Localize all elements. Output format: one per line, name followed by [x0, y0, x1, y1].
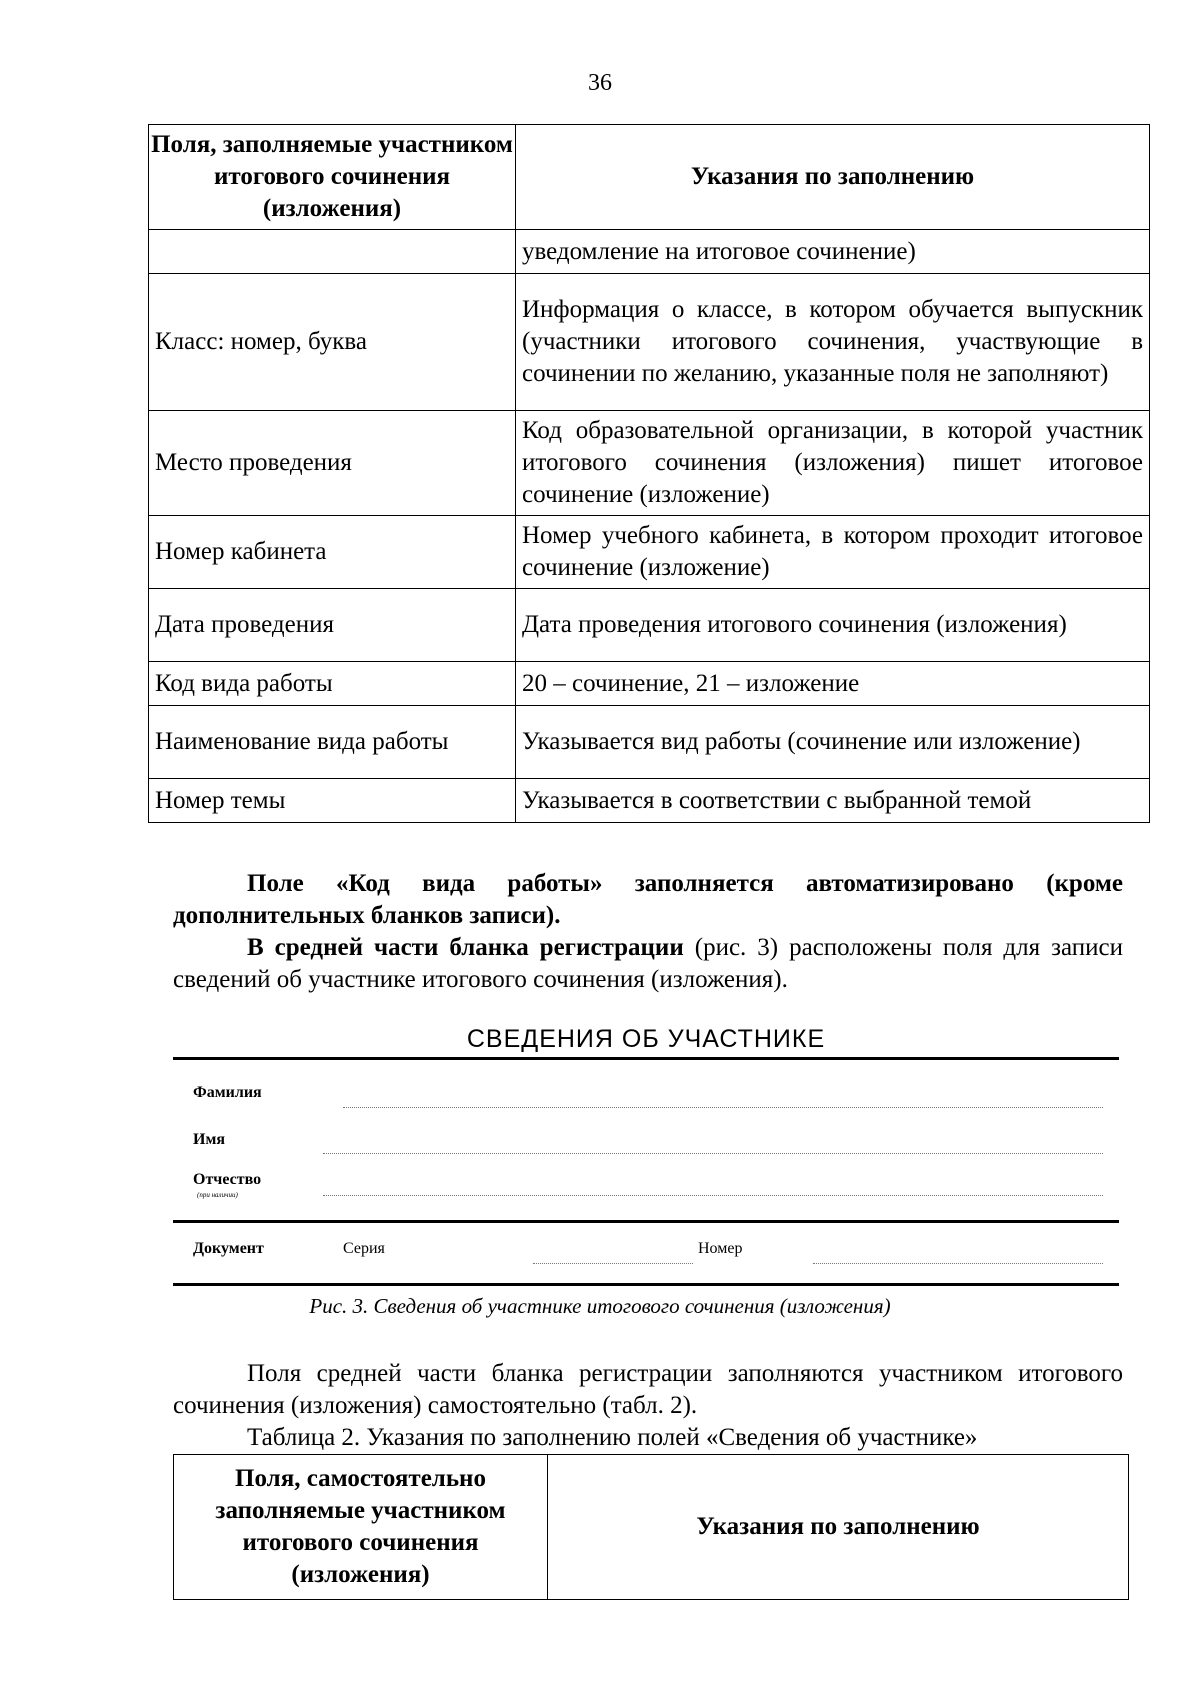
- figure-caption: Рис. 3. Сведения об участнике итогового сочинения (изложения): [309, 1294, 891, 1318]
- page-number: 36: [588, 70, 612, 96]
- document-label: Документ: [193, 1240, 264, 1257]
- table-row: [149, 779, 1150, 823]
- patronymic-label: Отчество: [193, 1171, 262, 1188]
- table2-title: Таблица 2. Указания по заполнению полей «Сведения об участнике»: [247, 1424, 978, 1451]
- table-cell: 20 – сочинение, 21 – изложение: [516, 662, 1150, 706]
- table-cell: Наименование вида работы: [149, 706, 516, 779]
- table-cell: Указывается в соответствии с выбранной темой: [516, 779, 1150, 823]
- column-header-instructions: Указания по заполнению: [548, 1455, 1129, 1600]
- table-cell: Класс: номер, буква: [149, 274, 516, 411]
- series-field: [533, 1263, 693, 1268]
- body-paragraph: Поля средней части бланка регистрации заполняются участником итогового сочинения (изложения) самостоятельно (табл. 2).: [173, 1360, 1123, 1419]
- column-header-fields: Поля, самостоятельно заполняемые участником итогового сочинения (изложения): [174, 1455, 548, 1600]
- table-header-row: [174, 1455, 1129, 1600]
- table-cell: Место проведения: [149, 411, 516, 516]
- table-row: [149, 516, 1150, 589]
- table-row: [149, 589, 1150, 662]
- table-cell: Код образовательной организации, в которой участник итогового сочинения (изложения) пишет итоговое сочинение (изложение): [516, 411, 1150, 516]
- table-cell: уведомление на итоговое сочинение): [516, 230, 1150, 274]
- table-cell: Дата проведения: [149, 589, 516, 662]
- table-cell: Код вида работы: [149, 662, 516, 706]
- table-header-row: [149, 125, 1150, 230]
- table-cell: Номер учебного кабинета, в котором проходит итоговое сочинение (изложение): [516, 516, 1150, 589]
- paragraph-text: (рис. 3) расположены поля для записи сведений об участнике итогового сочинения (изложения).: [173, 934, 1124, 993]
- surname-label: Фамилия: [193, 1084, 262, 1101]
- name-label: Имя: [193, 1131, 225, 1148]
- figure-title: СВЕДЕНИЯ ОБ УЧАСТНИКЕ: [466, 1025, 826, 1053]
- table-cell: Указывается вид работы (сочинение или изложение): [516, 706, 1150, 779]
- table-row: [149, 706, 1150, 779]
- table-cell: Номер кабинета: [149, 516, 516, 589]
- series-label: Серия: [343, 1240, 385, 1257]
- table-cell: Дата проведения итогового сочинения (изложения): [516, 589, 1150, 662]
- column-header-fields: Поля, заполняемые участником итогового сочинения (изложения): [149, 125, 516, 230]
- table-cell: [149, 230, 516, 274]
- table-cell: Информация о классе, в котором обучается выпускник (участники итогового сочинения, участвующие в сочинении по желанию, указанные поля не заполняют): [516, 274, 1150, 411]
- table-row: [149, 662, 1150, 706]
- table-cell: Номер темы: [149, 779, 516, 823]
- table-row: [149, 230, 1150, 274]
- patronymic-field: [323, 1195, 1103, 1200]
- participant-fields-table: [173, 1454, 1129, 1600]
- surname-field: [343, 1107, 1103, 1112]
- column-header-instructions: Указания по заполнению: [516, 125, 1150, 230]
- divider: [173, 1283, 1119, 1286]
- instructions-table: [148, 124, 1150, 823]
- note-paragraph: Поле «Код вида работы» заполняется автоматизировано (кроме дополнительных бланков записи).: [173, 870, 1123, 929]
- table-row: [149, 411, 1150, 516]
- divider: [173, 1220, 1119, 1223]
- table-row: [149, 274, 1150, 411]
- number-field: [813, 1263, 1103, 1268]
- participant-info-figure: [173, 1025, 1119, 1300]
- paragraph-bold-lead: В средней части бланка регистрации: [247, 934, 684, 961]
- name-field: [323, 1153, 1103, 1158]
- number-label: Номер: [698, 1240, 743, 1257]
- divider: [173, 1057, 1119, 1060]
- body-paragraph: [173, 932, 1123, 996]
- patronymic-note: (при наличии): [197, 1191, 238, 1199]
